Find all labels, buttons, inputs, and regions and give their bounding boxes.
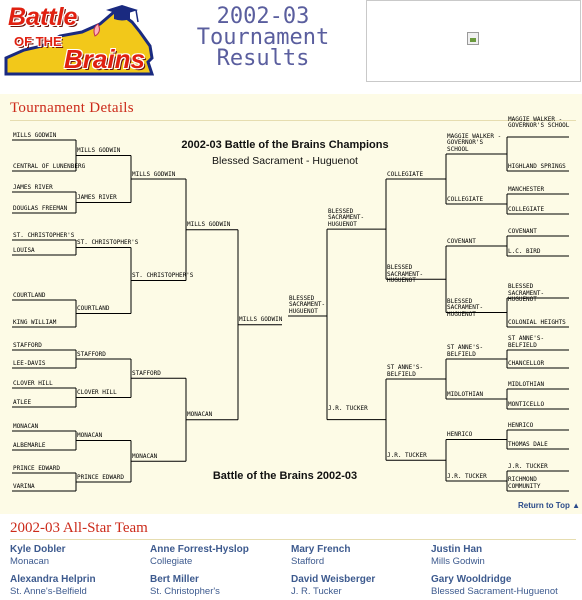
bracket-team-name: COVENANT: [508, 227, 537, 235]
bracket-team-name: ST. CHRISTOPHER'S: [77, 239, 139, 246]
event-title: Battle of the Brains 2002-03: [212, 470, 358, 482]
bracket-team-name: COVENANT: [447, 237, 476, 245]
bracket-team-name: MIDLOTHIAN: [447, 390, 484, 398]
bracket-team-name: ALBEMARLE: [13, 441, 46, 449]
bracket-team-name: J.R. TUCKER: [508, 462, 548, 470]
bracket-team-name: STAFFORD: [77, 350, 106, 358]
player-school: Monacan: [10, 556, 50, 567]
all-star-player: [150, 574, 290, 597]
bracket-team-name: DOUGLAS FREEMAN: [13, 204, 68, 212]
bracket-team-name: KING WILLIAM: [13, 318, 57, 326]
page-title-line: Results: [216, 46, 310, 71]
logo-battle-text: Battle: [8, 3, 78, 31]
bracket-team-name: ST ANNE'S-BELFIELD: [508, 335, 545, 349]
bracket-team-name: ST. CHRISTOPHER'S: [132, 272, 194, 279]
bracket-team-name: HIGHLAND SPRINGS: [508, 162, 566, 170]
bracket-team-name: HENRICO: [508, 421, 534, 429]
bracket-team-name: J.R. TUCKER: [387, 451, 427, 459]
bracket-team-name: RICHMOND COMMUNITY: [508, 476, 541, 490]
bracket-team-name: J.R. TUCKER: [328, 404, 368, 412]
bracket-team-name: BLESSED SACRAMENT-HUGUENOT: [387, 264, 424, 285]
player-school: Blessed Sacrament-Huguenot: [431, 586, 558, 597]
bracket-team-name: MILLS GODWIN: [187, 221, 231, 229]
player-name[interactable]: Gary Wooldridge: [431, 574, 512, 585]
bracket-team-name: VARINA: [13, 482, 35, 490]
bracket-team-name: JAMES RIVER: [77, 194, 117, 201]
bracket-team-name: COURTLAND: [13, 291, 46, 299]
all-star-player: [431, 574, 571, 597]
player-school: J. R. Tucker: [291, 586, 342, 597]
section-heading-tournament-details: Tournament Details: [10, 100, 134, 116]
page-title-line: 2002-03: [216, 4, 310, 29]
bracket-team-name: JAMES RIVER: [13, 183, 53, 191]
all-star-player: [10, 544, 150, 567]
player-name[interactable]: Kyle Dobler: [10, 544, 66, 555]
bracket-team-name: ATLEE: [13, 398, 32, 406]
all-star-player: [10, 574, 150, 597]
bracket-team-name: ST ANNE'S-BELFIELD: [387, 364, 424, 378]
player-name[interactable]: Alexandra Helprin: [10, 574, 96, 585]
bracket-team-name: HENRICO: [447, 431, 473, 438]
logo-of-the-text: OF THE: [14, 34, 62, 49]
player-name[interactable]: David Weisberger: [291, 574, 376, 585]
bracket-team-name: STAFFORD: [13, 341, 42, 349]
bracket-team-name: MILLS GODWIN: [239, 316, 283, 324]
player-school: Stafford: [291, 556, 325, 567]
section-divider: [10, 539, 576, 540]
bracket-team-name: ST ANNE'S-BELFIELD: [447, 344, 484, 358]
bracket-team-name: MAGGIE WALKER - GOVERNOR'S SCHOOL: [508, 115, 570, 129]
return-to-top-link[interactable]: Return to Top ▲: [518, 501, 580, 510]
bracket-team-name: COLONIAL HEIGHTS: [508, 318, 566, 326]
player-name[interactable]: Mary French: [291, 544, 351, 555]
player-school: Mills Godwin: [431, 556, 485, 567]
bracket-team-name: MANCHESTER: [508, 185, 545, 193]
bracket-team-name: MILLS GODWIN: [13, 131, 57, 139]
bracket-team-name: CENTRAL OF LUNENBERG: [13, 162, 86, 170]
bracket-team-name: MONACAN: [13, 422, 39, 430]
player-name[interactable]: Bert Miller: [150, 574, 199, 585]
bracket-team-name: ST. CHRISTOPHER'S: [13, 231, 75, 239]
all-star-player: [431, 544, 571, 567]
bracket-team-name: COLLEGIATE: [447, 195, 484, 203]
bracket-team-name: LEE-DAVIS: [13, 359, 46, 367]
bracket-team-name: PRINCE EDWARD: [13, 464, 60, 472]
bracket-team-name: MILLS GODWIN: [77, 147, 121, 154]
bracket-team-name: STAFFORD: [132, 369, 161, 377]
bracket-team-name: BLESSED SACRAMENT-HUGUENOT: [447, 297, 484, 318]
page-title-line: Tournament: [196, 25, 330, 50]
bracket-team-name: L.C. BIRD: [508, 247, 541, 255]
champions-title: 2002-03 Battle of the Brains Champions: [181, 139, 389, 151]
bracket-team-name: MONACAN: [132, 452, 158, 460]
bracket-team-name: THOMAS DALE: [508, 440, 548, 448]
logo-brains-text: Brains: [64, 44, 145, 74]
bracket-team-name: J.R. TUCKER: [447, 472, 487, 480]
champions-subtitle: Blessed Sacrament - Huguenot: [212, 155, 358, 167]
bracket-team-name: CHANCELLOR: [508, 359, 545, 367]
bracket-team-name: CLOVER HILL: [13, 379, 53, 387]
bracket-team-name: BLESSED SACRAMENT-HUGUENOT: [328, 207, 365, 228]
bracket-team-name: MILLS GODWIN: [132, 170, 176, 178]
player-name[interactable]: Anne Forrest-Hyslop: [150, 544, 249, 555]
section-heading-all-star-team: 2002-03 All-Star Team: [10, 520, 148, 536]
bracket-team-name: CLOVER HILL: [77, 389, 117, 396]
player-school: Collegiate: [150, 556, 193, 567]
bracket-team-name: LOUISA: [13, 246, 35, 254]
bracket-team-name: PRINCE EDWARD: [77, 473, 124, 481]
bracket-team-name: MONTICELLO: [508, 400, 545, 408]
player-school: St. Anne's-Belfield: [10, 586, 87, 597]
bracket-team-name: MAGGIE WALKER - GOVERNOR'S SCHOOL: [447, 132, 502, 153]
bracket-team-name: COURTLAND: [77, 305, 110, 312]
bracket-team-name: COLLEGIATE: [387, 170, 424, 178]
bracket-team-name: COLLEGIATE: [508, 205, 545, 213]
player-school: St. Christopher's: [150, 586, 220, 597]
player-name[interactable]: Justin Han: [431, 544, 483, 555]
bracket-team-name: BLESSED SACRAMENT-HUGUENOT: [289, 294, 326, 315]
bracket-team-name: BLESSED SACRAMENT-HUGUENOT: [508, 283, 545, 303]
bracket-team-name: MIDLOTHIAN: [508, 380, 545, 388]
all-star-player: [291, 574, 431, 597]
all-star-player: [150, 544, 290, 567]
all-star-player: [291, 544, 431, 567]
bracket-team-name: MONACAN: [77, 432, 103, 439]
bracket-team-name: MONACAN: [187, 411, 213, 419]
